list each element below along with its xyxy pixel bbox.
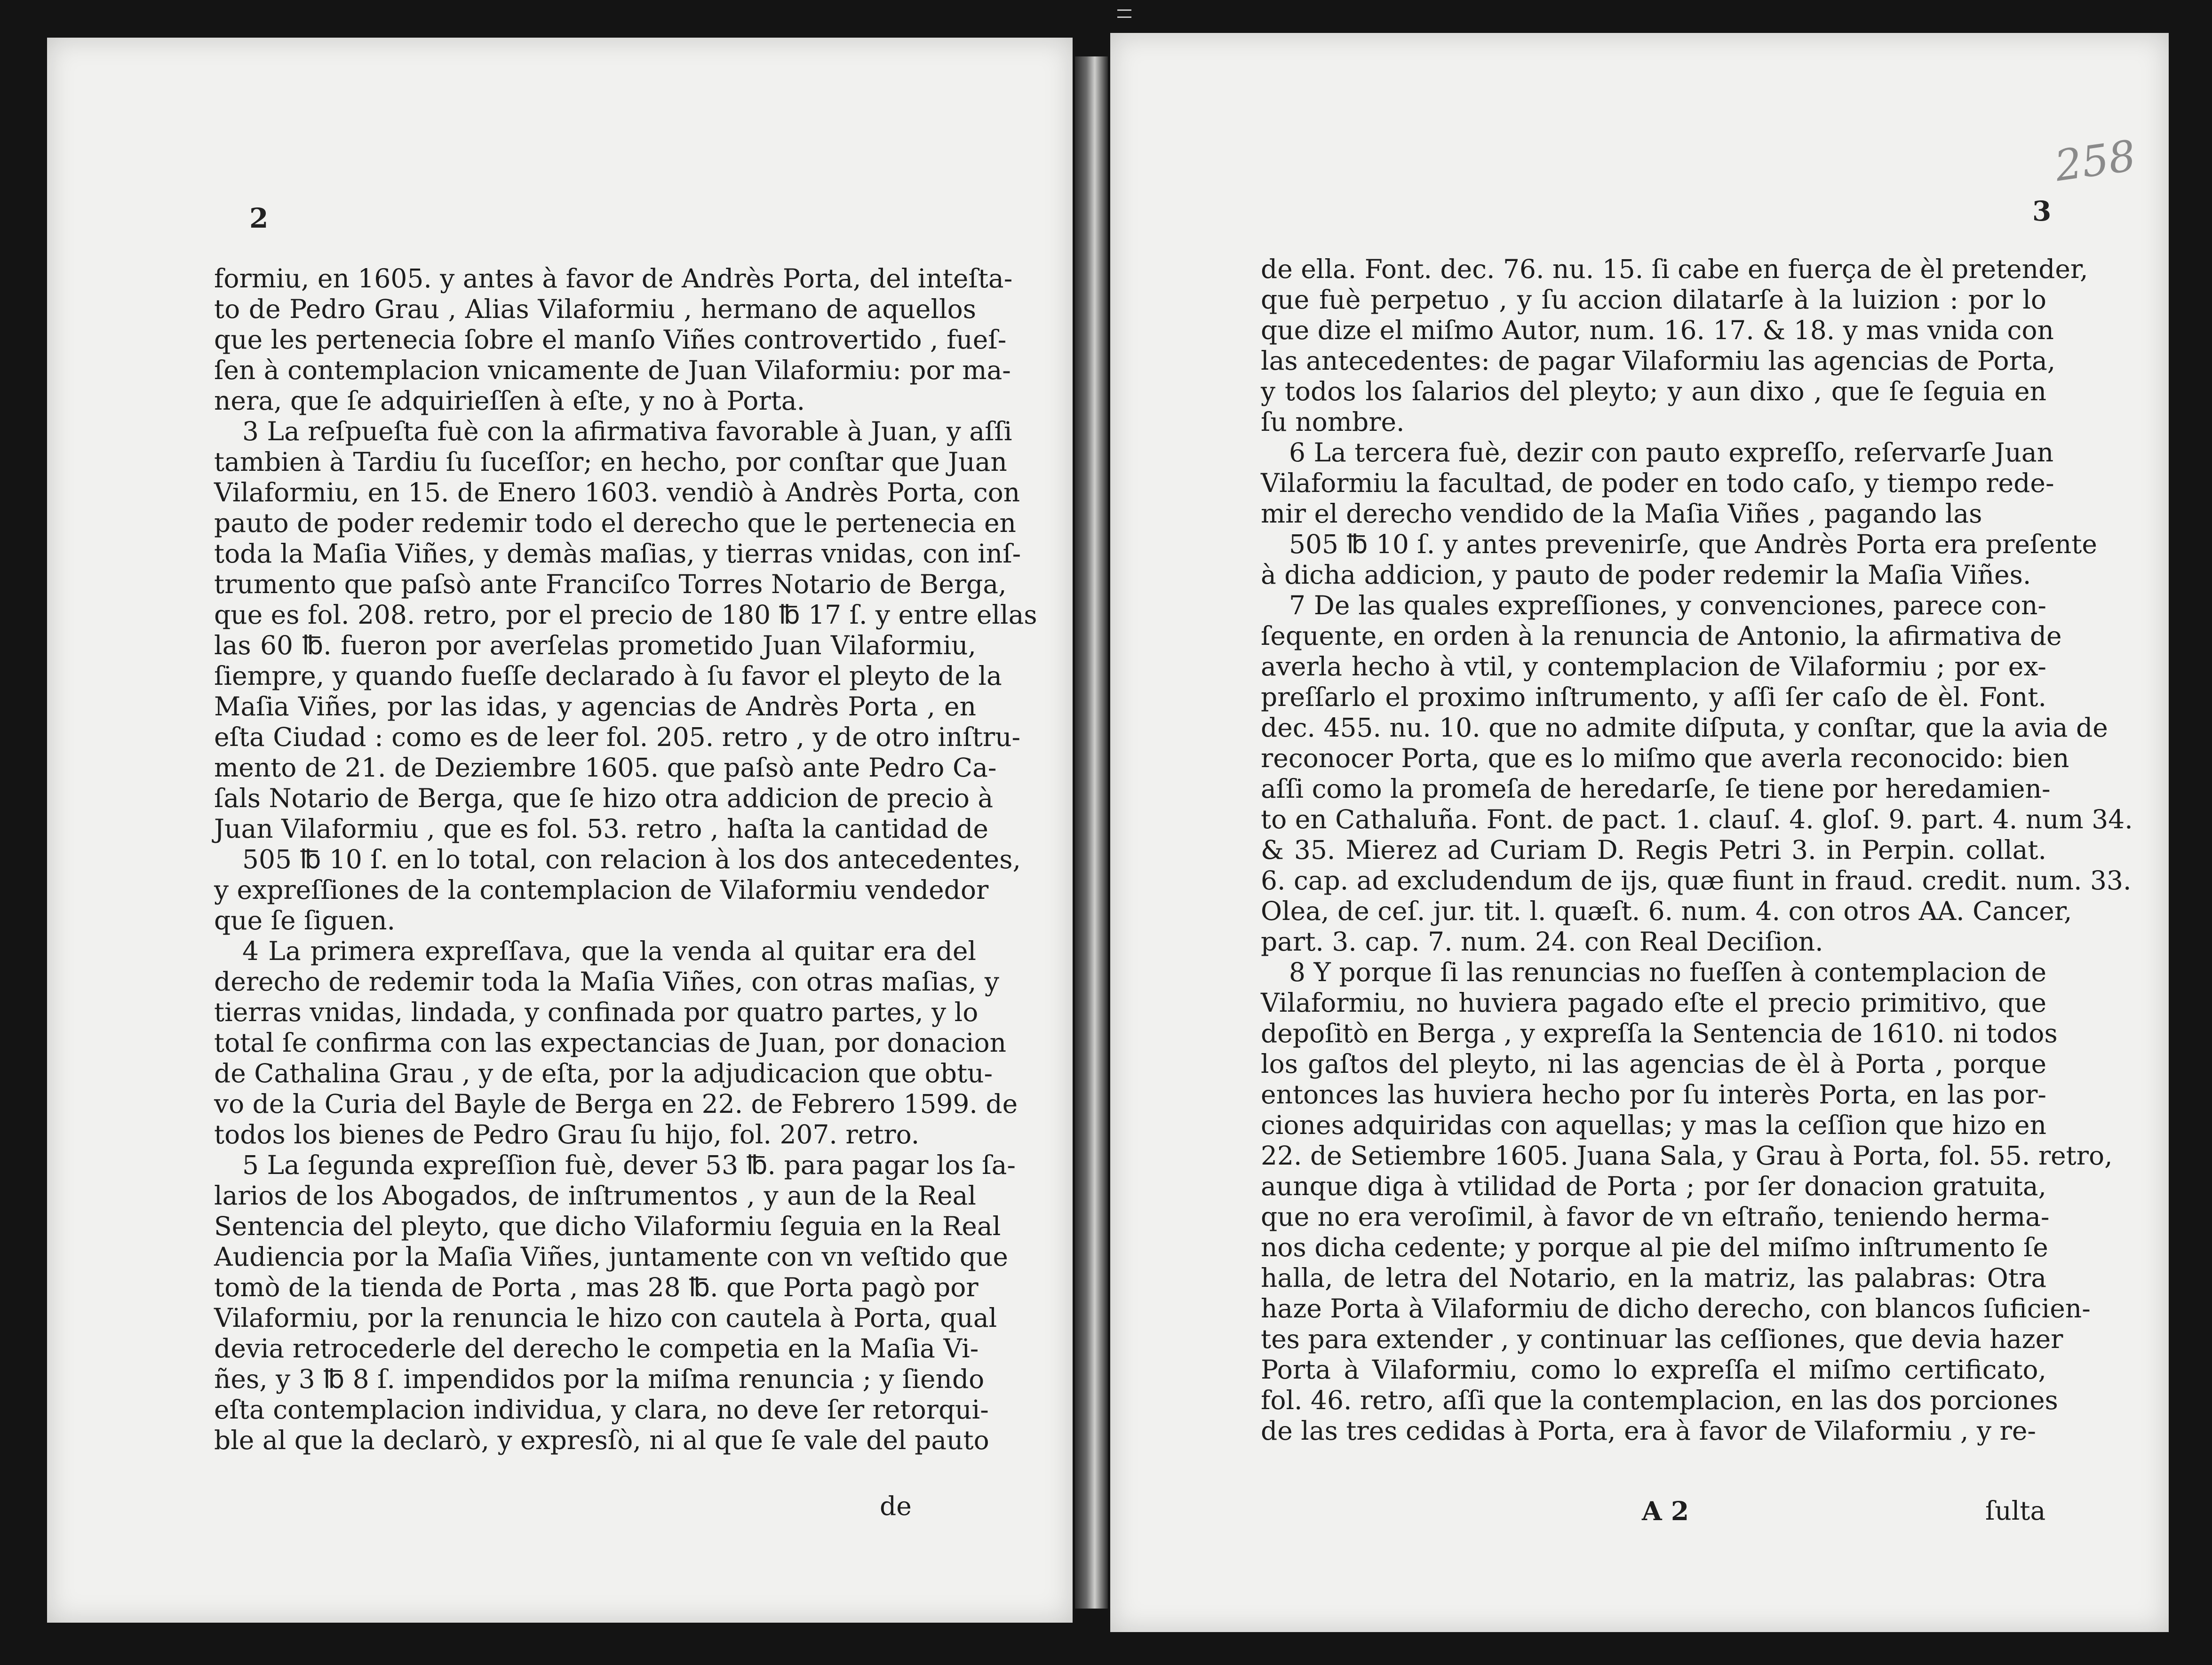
text-line: Sentencia del pleyto, que dicho Vilaformiu ſeguia en la Real [214, 1211, 1001, 1241]
text-line: mir el derecho vendido de la Maſia Viñes , pagando las [1261, 499, 1982, 529]
catchword-left: de [880, 1491, 912, 1521]
text-line: Vilaformiu la facultad, de poder en todo caſo, y tiempo rede- [1261, 468, 2054, 498]
book-gutter [1075, 56, 1108, 1609]
text-line: y todos los ſalarios del pleyto; y aun dixo , que ſe ſeguia en [1261, 376, 2046, 406]
text-line: de Cathalina Grau , y de eſta, por la adjudicacion que obtu- [214, 1058, 993, 1088]
text-line: ſu nombre. [1261, 407, 1405, 437]
text-line: total ſe confirma con las expectancias de Juan, por donacion [214, 1028, 1006, 1058]
text-line: que dize el miſmo Autor, num. 16. 17. & 18. y mas vnida con [1261, 315, 2054, 345]
page-number-right: 3 [2032, 195, 2052, 227]
text-line: de las tres cedidas à Porta, era à favor de Vilaformiu , y re- [1261, 1416, 2036, 1446]
text-line: 8 Y porque ſi las renuncias no fueſſen à contemplacion de [1289, 957, 2046, 987]
text-line: eſta contemplacion individua, y clara, no deve ſer retorqui- [214, 1395, 989, 1425]
text-line: fol. 46. retro, aſſi que la contemplacion, en las dos porciones [1261, 1385, 2058, 1415]
text-line: 22. de Setiembre 1605. Juana Sala, y Grau à Porta, fol. 55. retro, [1261, 1141, 2113, 1171]
text-line: las 60 ℔. fueron por averſelas prometido Juan Vilaformiu, [214, 630, 976, 660]
text-line: las antecedentes: de pagar Vilaformiu las agencias de Porta, [1261, 346, 2056, 376]
text-line: que ſe ſiguen. [214, 905, 396, 936]
text-line: los gaſtos del pleyto, ni las agencias de èl à Porta , porque [1261, 1049, 2046, 1079]
text-line: tambien à Tardiu ſu ſuceſſor; en hecho, por conſtar que Juan [214, 447, 1007, 477]
text-line: nera, que ſe adquirieſſen à eſte, y no à Porta. [214, 386, 805, 416]
right-page [1110, 33, 2169, 1632]
text-line: ſals Notario de Berga, que ſe hizo otra addicion de precio à [214, 783, 994, 813]
text-line: Vilaformiu, por la renuncia le hizo con cautela à Porta, qual [214, 1303, 997, 1333]
text-line: tes para extender , y continuar las ceſſiones, que devia hazer [1261, 1324, 2063, 1354]
text-line: part. 3. cap. 7. num. 24. con Real Deciſion. [1261, 927, 1823, 957]
text-line: que les pertenecia ſobre el manſo Viñes controvertido , fueſ- [214, 325, 1007, 355]
text-line: ñes, y 3 ℔ 8 ſ. impendidos por la miſma renuncia ; y ſiendo [214, 1364, 985, 1394]
text-line: Vilaformiu, en 15. de Enero 1603. vendiò à Andrès Porta, con [214, 477, 1020, 507]
text-line: Audiencia por la Maſia Viñes, juntamente con vn veſtido que [214, 1242, 1008, 1272]
text-line: que no era veroſimil, à favor de vn eſtraño, teniendo herma- [1261, 1202, 2050, 1232]
text-line: 505 ℔ 10 ſ. y antes prevenirſe, que Andrès Porta era preſente [1289, 529, 2097, 559]
text-line: à dicha addicion, y pauto de poder redemir la Maſia Viñes. [1261, 560, 2031, 590]
text-line: ble al que la declarò, y expresſò, ni al que ſe vale del pauto [214, 1425, 989, 1455]
text-line: averla hecho à vtil, y contemplacion de Vilaformiu ; por ex- [1261, 651, 2046, 682]
text-line: 505 ℔ 10 ſ. en lo total, con relacion à los dos antecedentes, [242, 844, 1021, 874]
text-line: aſſi como la promeſa de heredarſe, ſe tiene por heredamien- [1261, 774, 2051, 804]
text-line: to de Pedro Grau , Alias Vilaformiu , hermano de aquellos [214, 294, 976, 324]
text-line: 5 La ſegunda expreſſion fuè, dever 53 ℔. para pagar los ſa- [242, 1150, 1016, 1180]
text-line: reconocer Porta, que es lo miſmo que averla reconocido: bien [1261, 743, 2069, 773]
text-line: nos dicha cedente; y porque al pie del miſmo inſtrumento ſe [1261, 1232, 2048, 1262]
text-line: Juan Vilaformiu , que es fol. 53. retro , haſta la cantidad de [214, 814, 988, 844]
page-number-left: 2 [249, 202, 269, 234]
text-line: devia retrocederle del derecho le competia en la Maſia Vi- [214, 1333, 979, 1364]
text-line: ſiempre, y quando fueſſe declarado à ſu favor el pleyto de la [214, 661, 1002, 691]
text-line: tomò de la tienda de Porta , mas 28 ℔. que Porta pagò por [214, 1272, 979, 1302]
text-line: derecho de redemir toda la Maſia Viñes, con otras maſias, y [214, 967, 999, 997]
text-line: to en Cathaluña. Font. de pact. 1. clauſ. 4. gloſ. 9. part. 4. num 34. [1261, 804, 2133, 834]
text-line: dec. 455. nu. 10. que no admite diſputa, y conſtar, que la avia de [1261, 713, 2108, 743]
text-line: 4 La primera expreſſava, que la venda al quitar era del [242, 936, 976, 966]
text-line: ſequente, en orden à la renuncia de Antonio, la afirmativa de [1261, 621, 2062, 651]
text-line: 7 De las quales expreſſiones, y convenciones, parece con- [1289, 590, 2046, 620]
text-line: 6. cap. ad excludendum de ijs, quæ fiunt in fraud. credit. num. 33. [1261, 865, 2132, 896]
text-line: eſta Ciudad : como es de leer fol. 205. retro , y de otro inſtru- [214, 722, 1021, 752]
text-line: entonces las huviera hecho por ſu interès Porta, en las por- [1261, 1079, 2046, 1110]
text-line: formiu, en 1605. y antes à favor de Andrès Porta, del inteſta- [214, 263, 1013, 293]
text-line: toda la Maſia Viñes, y demàs maſias, y tierras vnidas, con inſ- [214, 539, 1021, 569]
text-line: haze Porta à Vilaformiu de dicho derecho, con blancos ſuficien- [1261, 1293, 2091, 1324]
text-line: aunque diga à vtilidad de Porta ; por ſer donacion gratuita, [1261, 1171, 2046, 1201]
text-line: preſſarlo el proximo inſtrumento, y aſſi ſer caſo de èl. Font. [1261, 682, 2046, 712]
text-line: de ella. Font. dec. 76. nu. 15. ſi cabe en fuerça de èl pretender, [1261, 254, 2088, 284]
right-page-text [1261, 254, 2133, 1446]
left-page-text [214, 263, 1037, 1456]
text-line: Maſia Viñes, por las idas, y agencias de Andrès Porta , en [214, 691, 976, 722]
text-line: trumento que paſsò ante Franciſco Torres Notario de Berga, [214, 569, 1007, 599]
spine-marks [1117, 4, 1131, 24]
text-line: que es fol. 208. retro, por el precio de 180 ℔ 17 ſ. y entre ellas [214, 600, 1037, 630]
text-line: ſen à contemplacion vnicamente de Juan Vilaformiu: por ma- [214, 355, 1011, 385]
text-line: pauto de poder redemir todo el derecho que le pertenecia en [214, 508, 1016, 538]
text-line: Vilaformiu, no huviera pagado eſte el precio primitivo, que [1261, 988, 2046, 1018]
text-line: vo de la Curia del Bayle de Berga en 22. de Febrero 1599. de [214, 1089, 1018, 1119]
text-line: ciones adquiridas con aquellas; y mas la ceſſion que hizo en [1261, 1110, 2046, 1140]
text-line: 3 La reſpueſta fuè con la afirmativa favorable à Juan, y aſſi [242, 416, 1012, 446]
text-line: & 35. Mierez ad Curiam D. Regis Petri 3. in Perpin. collat. [1261, 835, 2046, 865]
text-line: halla, de letra del Notario, en la matriz, las palabras: Otra [1261, 1263, 2046, 1293]
catchword-right: ſulta [1985, 1496, 2046, 1526]
handwritten-folio-number: 258 [2052, 131, 2139, 191]
text-line: Olea, de ceſ. jur. tit. l. quæſt. 6. num. 4. con otros AA. Cancer, [1261, 896, 2072, 926]
text-line: y expreſſiones de la contemplacion de Vilaformiu vendedor [214, 875, 989, 905]
signature-mark: A 2 [1642, 1496, 1689, 1526]
text-line: que fuè perpetuo , y ſu accion dilatarſe à la luizion : por lo [1261, 285, 2046, 315]
text-line: 6 La tercera fuè, dezir con pauto expreſſo, reſervarſe Juan [1289, 437, 2054, 468]
text-line: tierras vnidas, lindada, y confinada por quatro partes, y lo [214, 997, 979, 1027]
text-line: Porta à Vilaformiu, como lo expreſſa el miſmo certificato, [1261, 1355, 2046, 1385]
text-line: mento de 21. de Deziembre 1605. que paſsò ante Pedro Ca- [214, 753, 997, 783]
text-line: todos los bienes de Pedro Grau ſu hijo, fol. 207. retro. [214, 1119, 920, 1150]
left-page [47, 38, 1073, 1623]
text-line: depoſitò en Berga , y expreſſa la Sentencia de 1610. ni todos [1261, 1018, 2058, 1048]
text-line: larios de los Abogados, de inſtrumentos , y aun de la Real [214, 1181, 976, 1211]
